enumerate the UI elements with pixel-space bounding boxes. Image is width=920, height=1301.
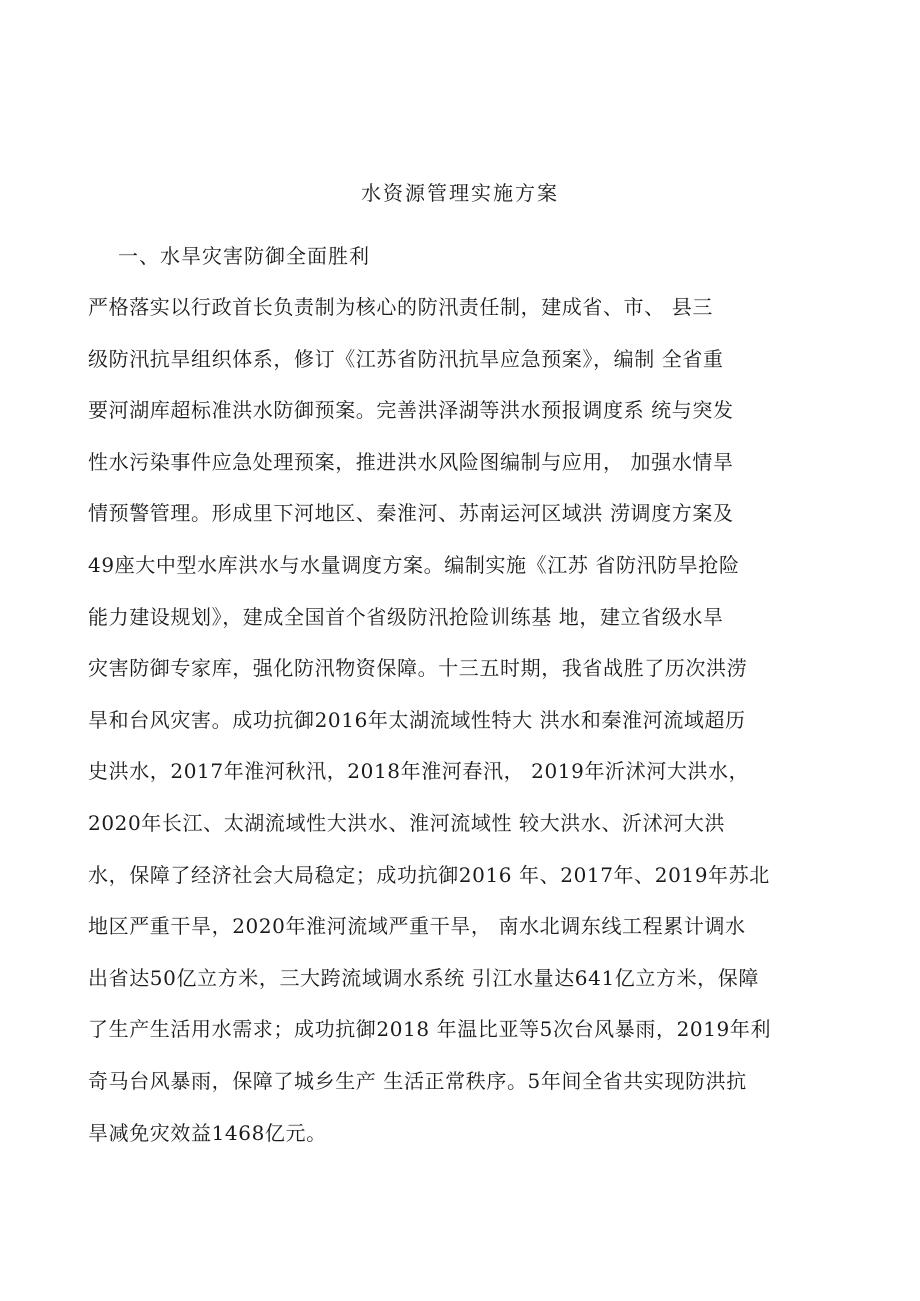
paragraph-line: 水，保障了经济社会大局稳定；成功抗御2016 年、2017年、2019年苏北 — [88, 862, 770, 887]
paragraph-line: 史洪水，2017年淮河秋汛，2018年淮河春汛， 2019年沂沭河大洪水， — [88, 759, 750, 784]
paragraph-line: 要河湖库超标准洪水防御预案。完善洪泽湖等洪水预报调度系 统与突发 — [88, 398, 734, 423]
paragraph-line: 2020年长江、太湖流域性大洪水、淮河流域性 较大洪水、沂沭河大洪 — [88, 810, 726, 835]
paragraph-line: 49座大中型水库洪水与水量调度方案。编制实施《江苏 省防汛防旱抢险 — [88, 552, 740, 577]
paragraph-line: 地区严重干旱，2020年淮河流域严重干旱， 南水北调东线工程累计调水 — [88, 914, 746, 939]
paragraph-line: 旱和台风灾害。成功抗御2016年太湖流域性特大 洪水和秦淮河流域超历 — [88, 707, 746, 732]
paragraph-line: 严格落实以行政首长负责制为核心的防汛责任制，建成省、市、 县三 — [88, 295, 713, 319]
paragraph-line: 了生产生活用水需求；成功抗御2018 年温比亚等5次台风暴雨，2019年利 — [88, 1017, 772, 1042]
paragraph-line: 能力建设规划》，建成全国首个省级防汛抢险训练基 地，建立省级水旱 — [88, 604, 724, 629]
paragraph-line: 情预警管理。形成里下河地区、秦淮河、苏南运河区域洪 涝调度方案及 — [88, 501, 734, 526]
paragraph-line: 级防汛抗旱组织体系，修订《江苏省防汛抗旱应急预案》，编制 全省重 — [88, 346, 724, 371]
paragraph-line: 出省达50亿立方米，三大跨流域调水系统 引江水量达641亿立方米，保障 — [88, 965, 759, 990]
document-title: 水资源管理实施方案 — [361, 181, 559, 205]
paragraph-line: 旱减免灾效益1468亿元。 — [88, 1120, 327, 1145]
section-heading: 一、水旱灾害防御全面胜利 — [118, 244, 370, 268]
paragraph-line: 性水污染事件应急处理预案，推进洪水风险图编制与应用， 加强水情旱 — [88, 449, 734, 474]
paragraph-line: 灾害防御专家库，强化防汛物资保障。十三五时期，我省战胜了历次洪涝 — [88, 656, 748, 681]
body-paragraph — [88, 290, 848, 1167]
paragraph-line: 奇马台风暴雨，保障了城乡生产 生活正常秩序。5年间全省共实现防洪抗 — [88, 1068, 747, 1093]
